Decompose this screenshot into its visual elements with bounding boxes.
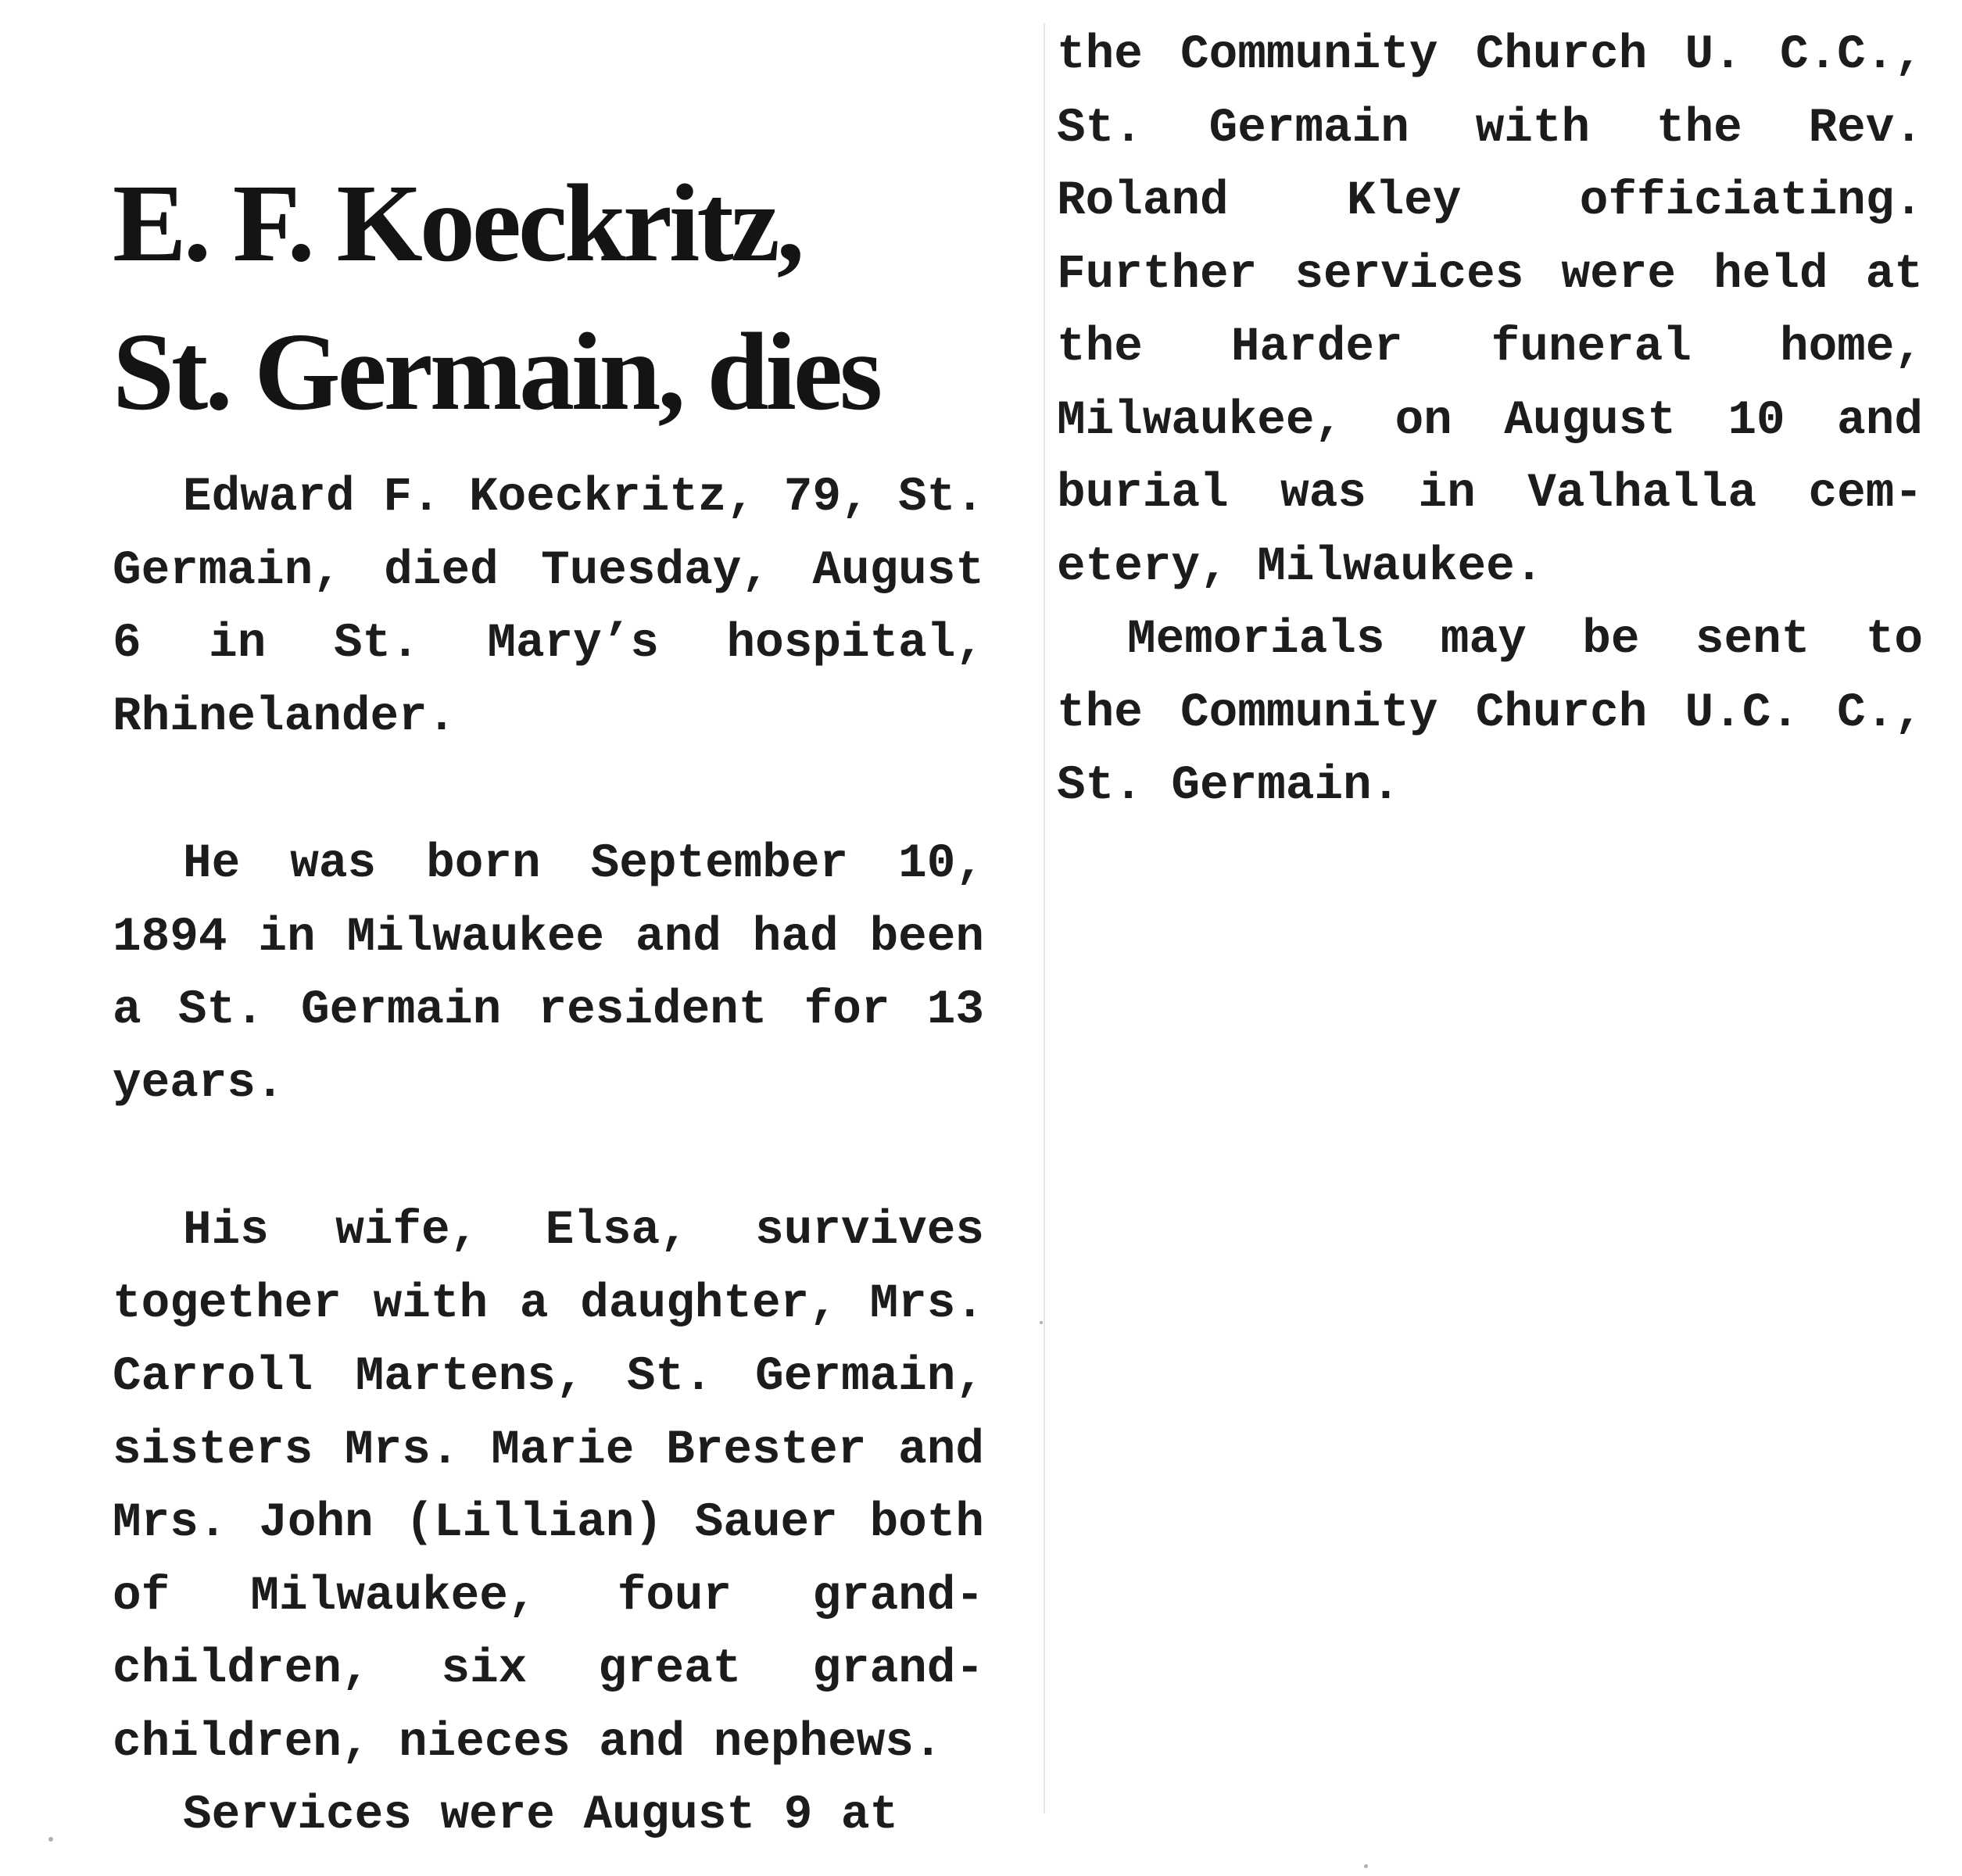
paragraph-services-continued: the Community Church U. C.C., St. Germain with the Rev. Roland Kley officiating. Further services were held at the Harder funeral home, Milwaukee, on August 10 and burial was in Valhalla cemetery, Milwaukee. (1057, 28, 1923, 594)
print-speck (48, 1837, 53, 1842)
right-column (1057, 19, 1923, 823)
print-speck (1364, 1864, 1368, 1868)
headline (113, 149, 988, 446)
paragraph-survivors: His wife, Elsa, survives together with a daughter, Mrs. Carroll Martens, St. Germain, sisters Mrs. Marie Brester and Mrs. John (Lillian) Sauer both of Milwaukee, four grandchildren, six great grandchildren, nieces and nephews. (113, 1204, 984, 1770)
paragraph-death-notice: Edward F. Koeckritz, 79, St. Germain, died Tuesday, August 6 in St. Mary’s hospital, Rhinelander. (113, 471, 984, 744)
paragraph-birth-residence: He was born September 10, 1894 in Milwaukee and had been a St. Germain resident for 13 years. (113, 837, 984, 1111)
paragraph-memorials: Memorials may be sent to the Community Church U.C. C., St. Germain. (1057, 613, 1923, 813)
paragraph-services-start: Services were August 9 at (183, 1788, 899, 1842)
print-speck (1040, 1321, 1043, 1324)
left-column (113, 461, 984, 1853)
headline-line-1: E. F. Koeckritz, (113, 161, 802, 285)
headline-line-2: St. Germain, dies (113, 310, 880, 433)
column-divider (1044, 23, 1045, 1813)
